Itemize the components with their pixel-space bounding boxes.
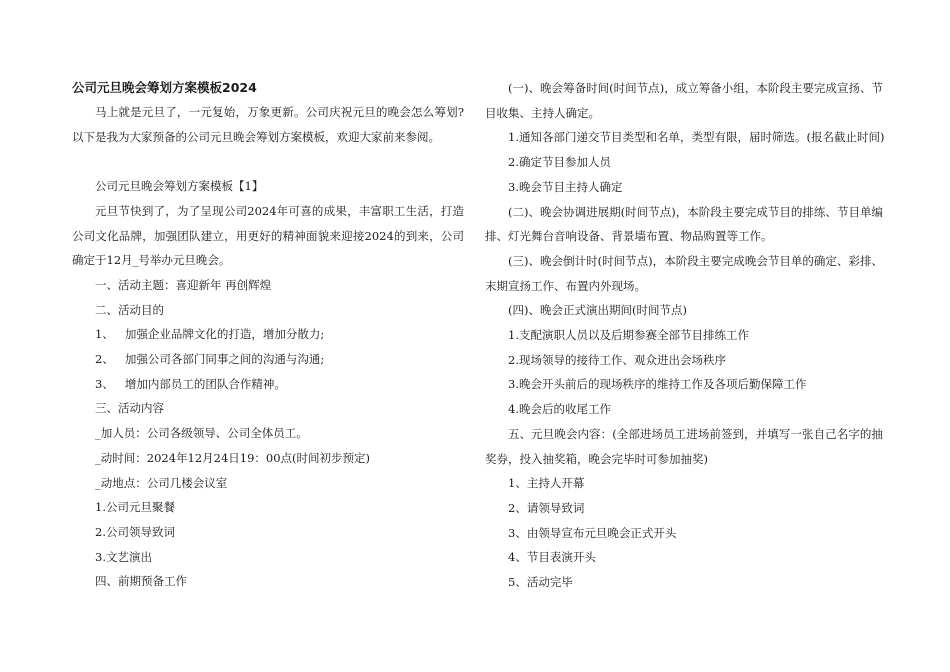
purpose-item: 1、 加强企业品牌文化的打造，增加分散力; [95, 327, 325, 342]
phase1-paragraph: (一)、晚会筹备时间(时间节点)，成立筹备小组，本阶段主要完成宣扬、节目收集、主持人确定。 [485, 81, 883, 120]
content-heading: 三、活动内容 [95, 401, 164, 416]
right-column [485, 76, 883, 595]
phase1-item: 3.晚会节目主持人确定 [508, 179, 623, 194]
theme-line: 一、活动主题：喜迎新年 再创辉煌 [95, 277, 272, 292]
phase4-item: 2.现场领导的接待工作、观众进出会场秩序 [508, 352, 726, 367]
time-line: _动时间：2024年12月24日19：00点(时间初步预定) [95, 450, 371, 465]
prep-heading: 四、前期预备工作 [95, 574, 187, 589]
phase4-item: 3.晚会开头前后的现场秩序的维持工作及各项后勤保障工作 [508, 377, 807, 392]
program-item: 5、活动完毕 [508, 575, 573, 590]
program-item: 2、请领导致词 [508, 500, 585, 515]
place-line: _动地点：公司几楼会议室 [95, 475, 228, 490]
purpose-item: 2、 加强公司各部门同事之间的沟通与沟通; [95, 352, 325, 367]
phase4-heading: (四)、晚会正式演出期间(时间节点) [508, 303, 687, 318]
participants-line: _加人员：公司各级领导、公司全体员工。 [95, 426, 308, 441]
document-title: 公司元旦晚会筹划方案模板2024 [72, 80, 257, 95]
content-item: 3.文艺演出 [95, 549, 152, 564]
phase4-item: 1.支配演职人员以及后期参赛全部节目排练工作 [508, 328, 749, 343]
phase1-item: 2.确定节目参加人员 [508, 155, 611, 170]
content-item: 1.公司元旦聚餐 [95, 500, 175, 515]
blank-line [72, 149, 464, 174]
purpose-heading: 二、活动目的 [95, 302, 164, 317]
phase4-item: 4.晚会后的收尾工作 [508, 402, 611, 417]
program-item: 1、主持人开幕 [508, 476, 585, 491]
content-item: 2.公司领导致词 [95, 524, 175, 539]
purpose-item: 3、 增加内部员工的团队合作精神。 [95, 376, 286, 391]
phase3-paragraph: (三)、晚会倒计时(时间节点)，本阶段主要完成晚会节目单的确定、彩排、末期宣扬工作、布置内外现场。 [485, 253, 883, 293]
section-intro-paragraph: 元旦节快到了，为了呈现公司2024年可喜的成果，丰富职工生活，打造公司文化品牌，加强团队建立，用更好的精神面貌来迎接2024的到来，公司确定于12月_号举办元旦晚会。 [72, 203, 464, 268]
program-item: 4、节目表演开头 [508, 550, 596, 565]
content5-paragraph: 五、元旦晚会内容：(全部进场员工进场前签到，并填写一张自己名字的抽奖券，投入抽奖箱，晚会完毕时可参加抽奖) [485, 426, 883, 466]
program-item: 3、由领导宣布元旦晚会正式开头 [508, 525, 677, 540]
phase2-paragraph: (二)、晚会协调进展期(时间节点)，本阶段主要完成节目的排练、节目单编排、灯光舞台音响设备、背景墙布置、物品购置等工作。 [485, 204, 883, 244]
left-column [72, 76, 464, 594]
intro-paragraph: 马上就是元旦了，一元复始，万象更新。公司庆祝元旦的晚会怎么筹划?以下是我为大家预备的公司元旦晚会筹划方案模板，欢迎大家前来参阅。 [72, 105, 464, 144]
section-heading: 公司元旦晚会筹划方案模板【1】 [95, 179, 264, 194]
phase1-item: 1.通知各部门递交节目类型和名单，类型有限，届时筛选。(报名截止时间) [508, 130, 885, 145]
